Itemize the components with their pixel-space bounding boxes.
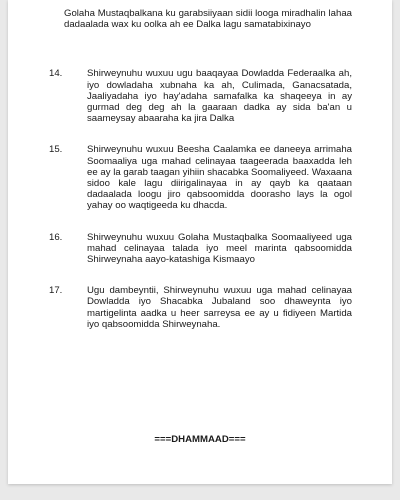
item-text: Shirweynuhu wuxuu Golaha Mustaqbalka Soomaaliyeed uga mahad celinayaa talada iyo meel marinta qabsoomidda Shirweynaha aayo-katashiga Kismaayo <box>87 231 352 266</box>
document-page <box>8 0 392 484</box>
list-item-14 <box>49 68 352 124</box>
item-text: Ugu dambeyntii, Shirweynuhu wuxuu uga mahad celinayaa Dowladda iyo Shacabka Jubaland soo dhaweynta iyo martigelinta aadka u heer sarreysa ee ay u fidiyeen Martida iyo qabsoomidda Shirweynaha. <box>87 285 352 330</box>
item-text: Shirweynuhu wuxuu ugu baaqayaa Dowladda Federaalka ah, iyo dowladaha xubnaha ka ah, Culimada, Ganacsatada, Jaaliyadaha iyo hay'adaha samafalka ka shaqeeya in ay gurmad deg deg ah la gaaraan dadka ay sida ba'an u saameysay abaaraha ka jira Dalka <box>87 68 352 125</box>
list-item-16 <box>49 232 352 266</box>
end-mark: ===DHAMMAAD=== <box>154 434 246 445</box>
list-item-17 <box>49 285 352 330</box>
item-text: Shirweynuhu wuxuu Beesha Caalamka ee daneeya arrimaha Soomaaliya uga mahad celinayaa taageerada baaxadda leh ee ay la garab taagan yihiin shacabka Soomaliyeed. Waxaana sidoo kale lagu diirigalinayaa in ay qayb ka qaataan dadaalada loogu jiro qabsoomidda doorasho lays la ogol yahay oo waqtigeeda ku dhacda. <box>87 144 352 212</box>
list-item-15 <box>49 144 352 211</box>
continuation-paragraph: Golaha Mustaqbalkana ku garabsiiyaan sidii looga miradhalin lahaa dadaalada wax ku oolka ah ee Dalka lagu samatabixinayo <box>64 8 352 31</box>
item-number: 16. <box>49 231 63 243</box>
item-number: 17. <box>49 285 63 297</box>
document-body <box>49 8 352 350</box>
item-number: 15. <box>49 144 63 156</box>
item-number: 14. <box>49 68 63 80</box>
